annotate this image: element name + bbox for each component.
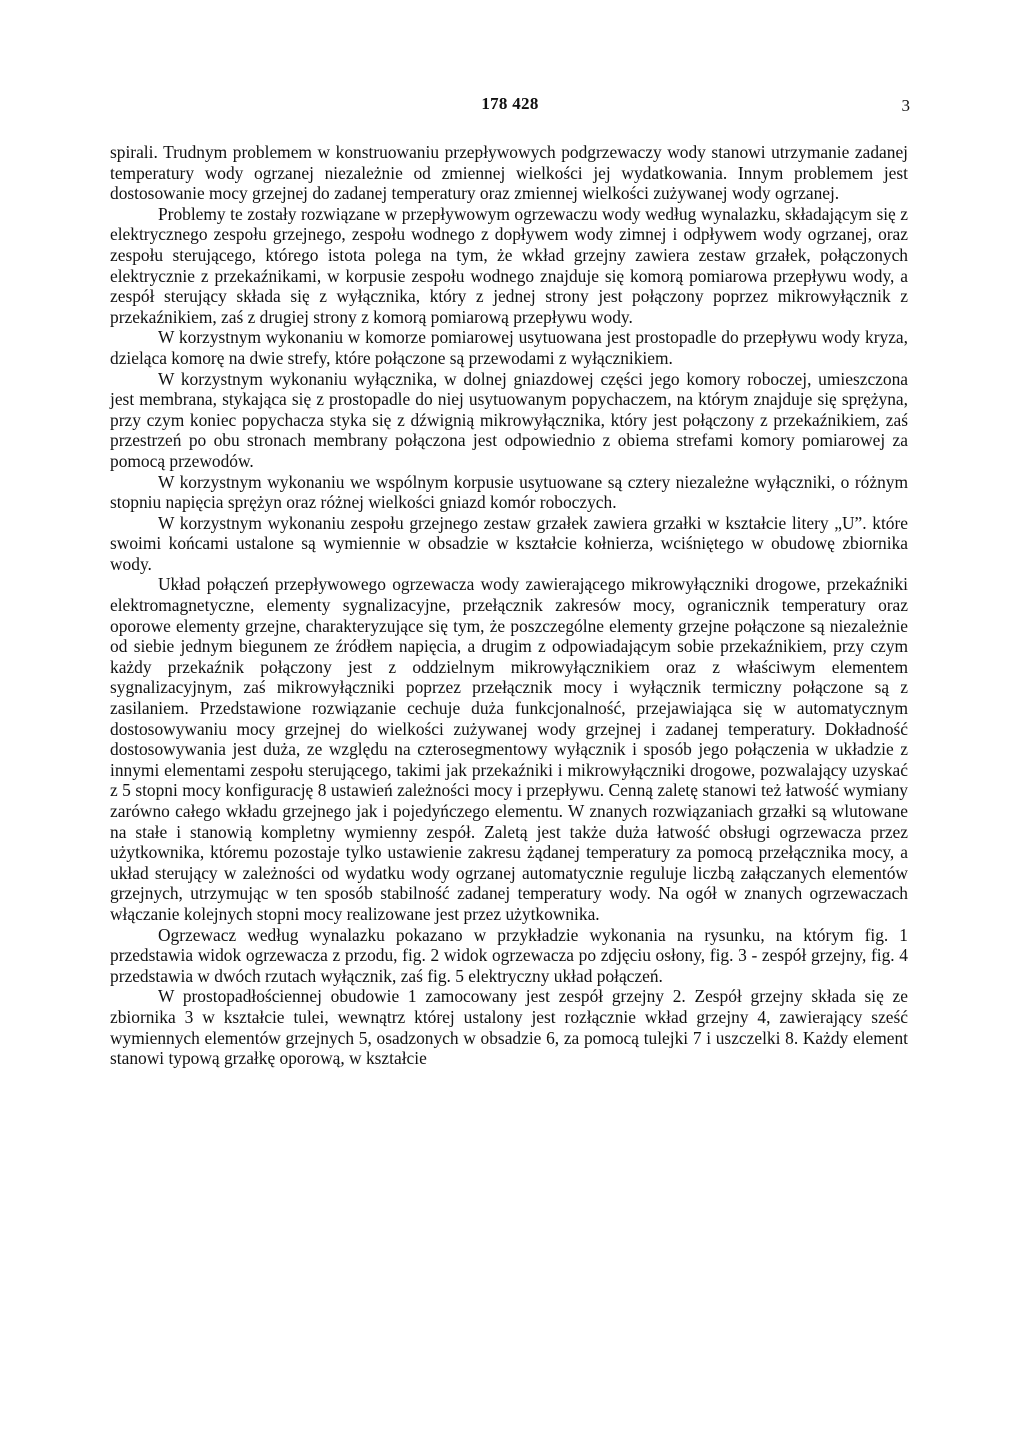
paragraph: spirali. Trudnym problemem w konstruowaniu przepływowych podgrzewaczy wody stanowi utrzymanie zadanej temperatury wody ogrzanej niezależnie od zmiennej wielkości jej wydatkowania. Innym problemem jest dostosowanie mocy grzejnej do zadanej temperatury oraz zmiennej wielkości zużywanej wody ogrzanej. (110, 142, 908, 204)
paragraph: W prostopadłościennej obudowie 1 zamocowany jest zespół grzejny 2. Zespół grzejny składa się ze zbiornika 3 w kształcie tulei, wewnątrz której ustalony jest rozłącznie wkład grzejny 4, zawierający sześć wymiennych elementów grzejnych 5, osadzonych w obsadzie 6, za pomocą tulejki 7 i uszczelki 8. Każdy element stanowi typową grzałkę oporową, w kształcie (110, 986, 908, 1069)
paragraph: W korzystnym wykonaniu zespołu grzejnego zestaw grzałek zawiera grzałki w kształcie litery „U”. które swoimi końcami ustalone są wymiennie w obsadzie w kształcie kołnierza, wciśniętego w obudowę zbiornika wody. (110, 512, 908, 574)
paragraph: W korzystnym wykonaniu we wspólnym korpusie usytuowane są cztery niezależne wyłączniki, o różnym stopniu napięcia sprężyn oraz różnej wielkości gniazd komór roboczych. (110, 471, 908, 513)
paragraph: W korzystnym wykonaniu w komorze pomiarowej usytuowana jest prostopadle do przepływu wody kryza, dzieląca komorę na dwie strefy, które połączone są przewodami z wyłącznikiem. (110, 327, 908, 368)
paragraph: Układ połączeń przepływowego ogrzewacza wody zawierającego mikrowyłączniki drogowe, przekaźniki elektromagnetyczne, elementy sygnalizacyjne, przełącznik zakresów mocy, ogranicznik temperatury oraz oporowe elementy grzejne, charakteryzujące się tym, że poszczególne elementy grzejne połączone są niezależnie od siebie jednym biegunem ze źródłem napięcia, a drugim z odpowiadającym sobie przekaźnikiem, przy czym każdy przekaźnik połączony jest z oddzielnym mikrowyłącznikiem oraz z właściwym elementem sygnalizacyjnym, zaś mikrowyłączniki poprzez przełącznik mocy i wyłącznik termiczny połączone są z zasilaniem. Przedstawione rozwiązanie cechuje duża funkcjonalność, przejawiająca się w automatycznym dostosowywaniu mocy grzejnej do wielkości zużywanej wody grzejnej i zadanej temperatury. Dokładność dostosowywania jest duża, ze względu na czterosegmentowy wyłącznik i sposób jego połączenia w układzie z innymi elementami zespołu sterującego, takimi jak przekaźniki i mikrowyłączniki drogowe, pozwalający uzyskać z 5 stopni mocy konfigurację 8 ustawień zależności mocy i przepływu. Cenną zaletę stanowi też łatwość wymiany zarówno całego wkładu grzejnego jak i pojedyńczego elementu. W znanych rozwiązaniach grzałki są wlutowane na stałe i stanowią kompletny wymienny zespół. Zaletą jest także duża łatwość obsługi ogrzewacza przez użytkownika, któremu pozostaje tylko ustawienie zakresu żądanej temperatury za pomocą przełącznika mocy, a układ sterujący w zależności od wydatku wody ogrzanej automatycznie reguluje liczbą załączanych elementów grzejnych, utrzymując w ten sposób stabilność zadanej temperatury wody. Na ogół w znanych ogrzewaczach włączanie kolejnych stopni mocy realizowane jest przez użytkownika. (110, 574, 908, 924)
paragraph: W korzystnym wykonaniu wyłącznika, w dolnej gniazdowej części jego komory roboczej, umieszczona jest membrana, stykająca się z prostopadle do niej usytuowanym popychaczem, na którym znajduje się sprężyna, przy czym koniec popychacza styka się z dźwignią mikrowyłącznika, który jest połączony z przekaźnikiem, zaś przestrzeń po obu stronach membrany połączona jest odpowiednio z obiema strefami komory pomiarowej za pomocą przewodów. (110, 368, 908, 471)
body-text (110, 142, 908, 1069)
document-number: 178 428 (481, 94, 539, 113)
paragraph: Problemy te zostały rozwiązane w przepływowym ogrzewaczu wody według wynalazku, składającym się z elektrycznego zespołu grzejnego, zespołu wodnego z dopływem wody zimnej i odpływem wody ogrzanej, oraz zespołu sterującego, którego istota polega na tym, że wkład grzejny zawiera zestaw grzałek, połączonych elektrycznie z przekaźnikami, w korpusie zespołu wodnego znajduje się komorą pomiarowa przepływu wody, a zespół sterujący składa się z wyłącznika, który z jednej strony jest połączony poprzez mikrowyłącznik z przekaźnikiem, zaś z drugiej strony z komorą pomiarową przepływu wody. (110, 203, 908, 327)
paragraph: Ogrzewacz według wynalazku pokazano w przykładzie wykonania na rysunku, na którym fig. 1 przedstawia widok ogrzewacza z przodu, fig. 2 widok ogrzewacza po zdjęciu osłony, fig. 3 - zespół grzejny, fig. 4 przedstawia w dwóch rzutach wyłącznik, zaś fig. 5 elektryczny układ połączeń. (110, 924, 908, 986)
page-header (110, 94, 910, 118)
page-number: 3 (901, 96, 910, 115)
